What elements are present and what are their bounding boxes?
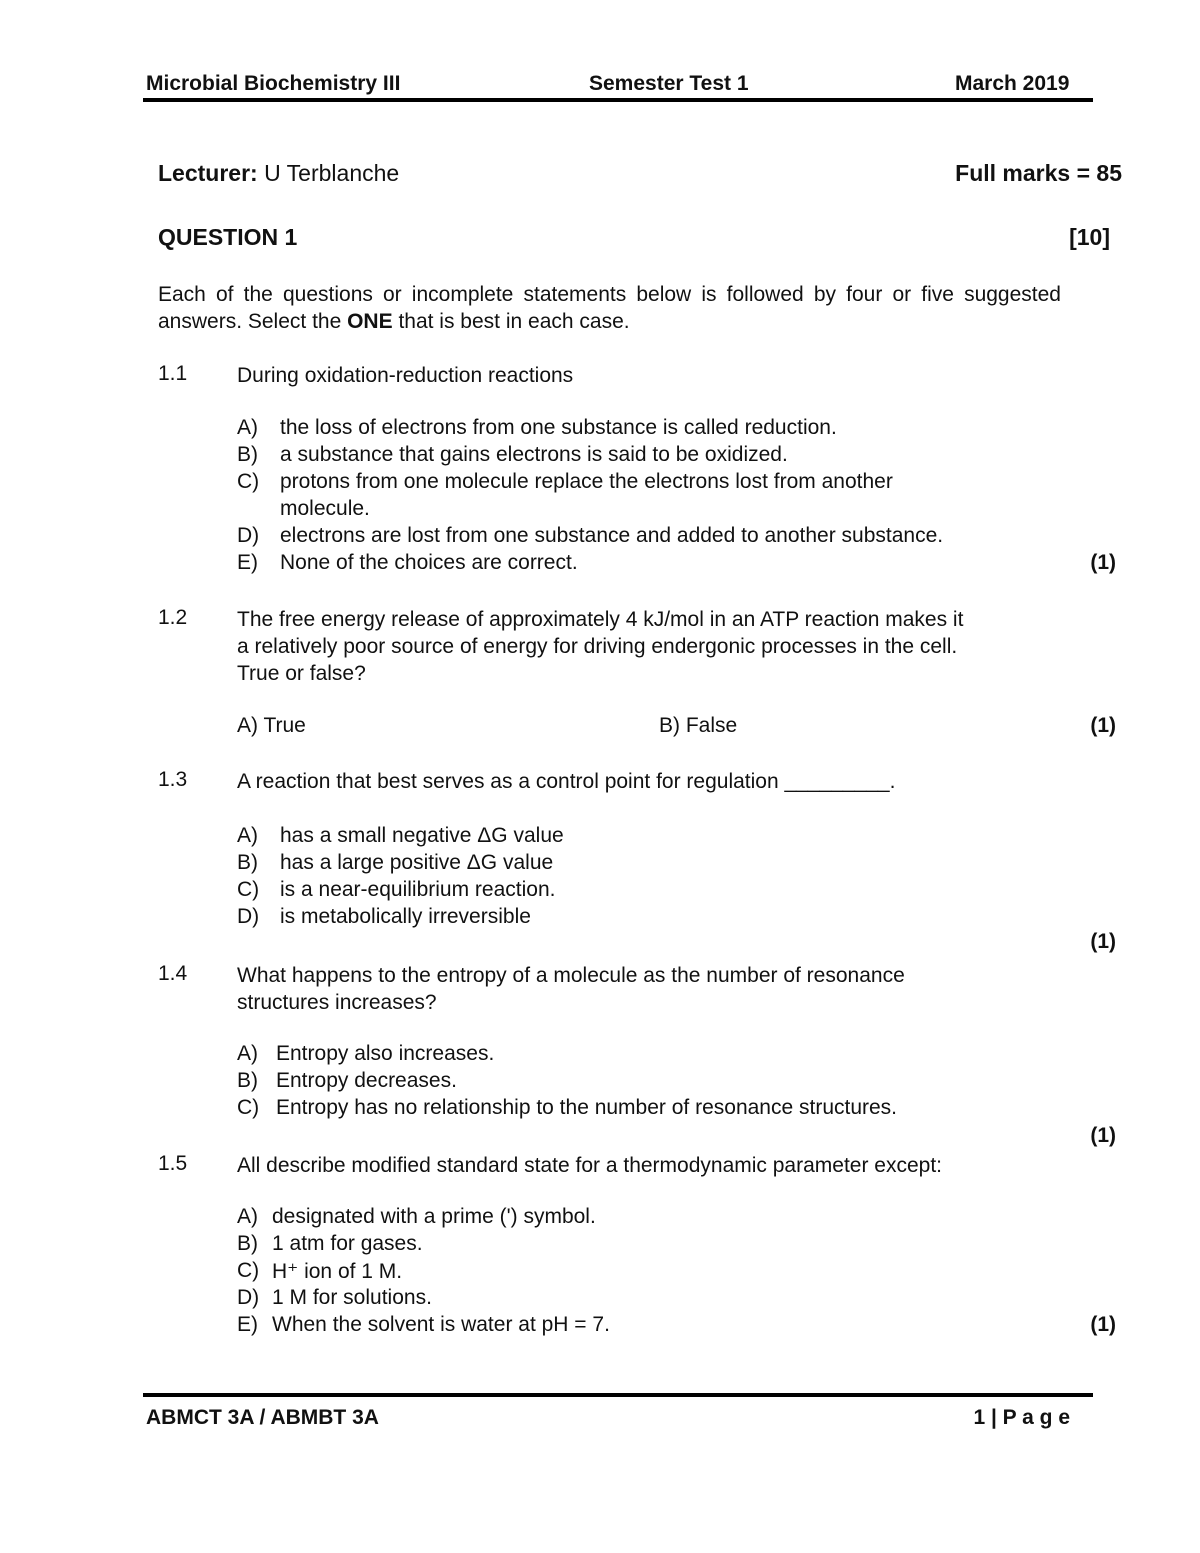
option-text: H⁺ ion of 1 M. xyxy=(272,1260,403,1283)
option-text: the loss of electrons from one substance is called reduction. xyxy=(280,416,837,439)
option-letter: D) xyxy=(237,1286,260,1309)
lecturer-line xyxy=(158,160,399,187)
question-marks: [10] xyxy=(1069,224,1110,250)
full-marks: Full marks = 85 xyxy=(955,160,1122,186)
option-text: protons from one molecule replace the electrons lost from another xyxy=(280,470,893,493)
option-text: electrons are lost from one substance and added to another substance. xyxy=(280,524,944,547)
option-letter: E) xyxy=(237,551,258,574)
q1-2-option-b: B) False xyxy=(659,714,738,737)
option-letter: A) xyxy=(237,1205,258,1228)
q1-5-text: All describe modified standard state for a thermodynamic parameter except: xyxy=(237,1154,943,1177)
option-text: Entropy has no relationship to the number of resonance structures. xyxy=(276,1096,898,1119)
option-letter: C) xyxy=(237,1096,260,1119)
option-letter: B) xyxy=(237,851,258,874)
option-text: a substance that gains electrons is said to be oxidized. xyxy=(280,443,788,466)
q1-2-line-1: The free energy release of approximately 4 kJ/mol in an ATP reaction makes it xyxy=(237,608,964,631)
q1-4-line-2: structures increases? xyxy=(237,991,437,1014)
option-text: has a small negative ΔG value xyxy=(280,824,564,847)
question-title: QUESTION 1 xyxy=(158,224,298,250)
q1-2-option-a: A) True xyxy=(237,714,306,737)
q1-1-number: 1.1 xyxy=(158,362,188,385)
q1-2-line-2: a relatively poor source of energy for driving endergonic processes in the cell. xyxy=(237,635,958,658)
test-title: Semester Test 1 xyxy=(589,72,749,95)
lecturer-name: U Terblanche xyxy=(264,160,400,186)
q1-1-mark: (1) xyxy=(1090,551,1116,574)
instructions-emphasis: ONE xyxy=(347,310,393,333)
instructions-text-end: that is best in each case. xyxy=(392,310,630,333)
option-letter: E) xyxy=(237,1313,258,1336)
q1-1-text: During oxidation-reduction reactions xyxy=(237,364,574,387)
test-date: March 2019 xyxy=(955,72,1070,95)
page-number: 1 | P a g e xyxy=(973,1406,1070,1429)
footer-rule xyxy=(143,1393,1093,1397)
course-code: ABMCT 3A / ABMBT 3A xyxy=(146,1406,379,1429)
question-instructions xyxy=(158,281,1061,335)
option-letter: A) xyxy=(237,1042,258,1065)
option-letter: D) xyxy=(237,905,260,928)
q1-5-mark: (1) xyxy=(1090,1313,1116,1336)
q1-2-number: 1.2 xyxy=(158,606,188,629)
q1-4-line-1: What happens to the entropy of a molecule as the number of resonance xyxy=(237,964,905,987)
option-letter: C) xyxy=(237,1259,260,1282)
q1-3-number: 1.3 xyxy=(158,768,188,791)
q1-5-number: 1.5 xyxy=(158,1152,188,1175)
option-letter: B) xyxy=(237,1069,258,1092)
option-text: designated with a prime (') symbol. xyxy=(272,1205,596,1228)
option-text: has a large positive ΔG value xyxy=(280,851,554,874)
q1-3-mark: (1) xyxy=(1090,930,1116,953)
header-rule xyxy=(143,98,1093,102)
option-text: 1 atm for gases. xyxy=(272,1232,423,1255)
option-text: Entropy also increases. xyxy=(276,1042,495,1065)
q1-3-text: A reaction that best serves as a control point for regulation _________. xyxy=(237,770,896,793)
option-text: 1 M for solutions. xyxy=(272,1286,432,1309)
q1-4-mark: (1) xyxy=(1090,1124,1116,1147)
option-text: is metabolically irreversible xyxy=(280,905,531,928)
option-text: molecule. xyxy=(280,497,370,520)
q1-2-line-3: True or false? xyxy=(237,662,366,685)
option-letter: D) xyxy=(237,524,260,547)
q1-2-text xyxy=(237,606,963,687)
q1-4-text xyxy=(237,962,905,1016)
q1-4-number: 1.4 xyxy=(158,962,188,985)
option-text: Entropy decreases. xyxy=(276,1069,457,1092)
option-text: None of the choices are correct. xyxy=(280,551,578,574)
instructions-text-start: Each of the questions or incomplete statements below is followed by four or five suggested answers. Select the xyxy=(158,283,1061,333)
lecturer-label: Lecturer: xyxy=(158,160,258,186)
option-letter: C) xyxy=(237,878,260,901)
option-text: is a near-equilibrium reaction. xyxy=(280,878,556,901)
option-letter: B) xyxy=(237,443,258,466)
option-text: When the solvent is water at pH = 7. xyxy=(272,1313,610,1336)
option-letter: A) xyxy=(237,824,258,847)
option-letter: A) xyxy=(237,416,258,439)
option-letter: C) xyxy=(237,470,260,493)
course-title: Microbial Biochemistry III xyxy=(146,72,401,95)
option-letter: B) xyxy=(237,1232,258,1255)
q1-2-mark: (1) xyxy=(1090,714,1116,737)
